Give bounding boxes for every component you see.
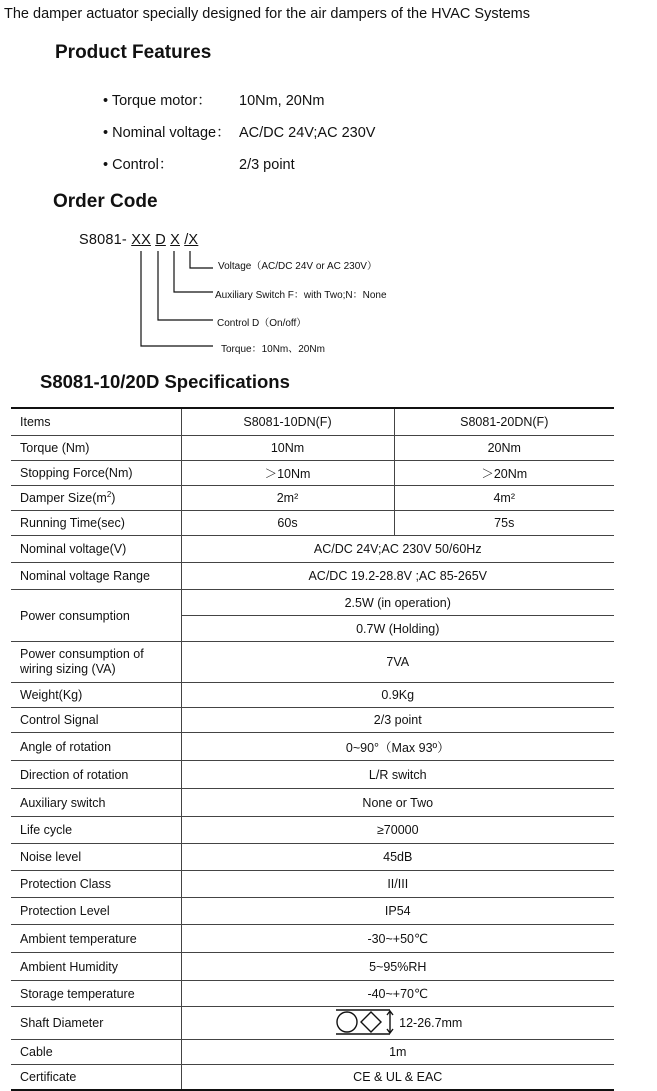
- row-value: -30~+50℃: [181, 925, 614, 953]
- row-value: None or Two: [181, 789, 614, 817]
- row-label-line: Power consumption of: [20, 647, 144, 661]
- row-value-b: 75s: [394, 511, 614, 536]
- row-label: Weight(Kg): [11, 683, 181, 708]
- feature-label: • Nominal voltage：: [103, 125, 231, 141]
- row-label: Ambient temperature: [11, 925, 181, 953]
- table-row: [11, 733, 614, 761]
- table-header-row: [11, 408, 614, 436]
- feature-value: AC/DC 24V;AC 230V: [239, 125, 376, 141]
- shaft-diameter-value: 12-26.7mm: [399, 1015, 463, 1030]
- row-label: Torque (Nm): [11, 436, 181, 461]
- table-row: [11, 898, 614, 925]
- row-value: 0~90°（Max 93º）: [181, 733, 614, 761]
- row-label: Life cycle: [11, 817, 181, 844]
- table-row: [11, 486, 614, 511]
- table-row: [11, 925, 614, 953]
- row-value-b: 4m²: [394, 486, 614, 511]
- table-row: [11, 461, 614, 486]
- table-row: [11, 761, 614, 789]
- header-model-a: S8081-10DN(F): [181, 408, 394, 436]
- legend-torque: Torque：10Nm、20Nm: [221, 344, 325, 355]
- row-value: IP54: [181, 898, 614, 925]
- order-code-control-part: D: [155, 232, 166, 248]
- table-row: [11, 683, 614, 708]
- row-label: Angle of rotation: [11, 733, 181, 761]
- row-value: 2/3 point: [181, 708, 614, 733]
- row-value: -40~+70℃: [181, 981, 614, 1007]
- legend-control: Control D（On/off）: [217, 318, 307, 329]
- feature-value: 10Nm, 20Nm: [239, 93, 325, 109]
- feature-value: 2/3 point: [239, 157, 295, 173]
- row-label: Shaft Diameter: [11, 1007, 181, 1040]
- legend-voltage: Voltage（AC/DC 24V or AC 230V）: [218, 261, 377, 272]
- row-value: II/III: [181, 871, 614, 898]
- row-value: 45dB: [181, 844, 614, 871]
- features-heading: Product Features: [55, 42, 212, 63]
- header-model-b: S8081-20DN(F): [394, 408, 614, 436]
- row-value-a: ＞10Nm: [181, 461, 394, 486]
- table-row: [11, 981, 614, 1007]
- table-row: [11, 1040, 614, 1065]
- row-value: 5~95%RH: [181, 953, 614, 981]
- row-label: Noise level: [11, 844, 181, 871]
- row-label: Nominal voltage Range: [11, 563, 181, 590]
- row-label: Certificate: [11, 1065, 181, 1091]
- table-row: [11, 642, 614, 683]
- order-code-prefix: S8081-: [79, 232, 127, 248]
- order-code-torque-part: XX: [131, 232, 151, 248]
- row-label: Protection Class: [11, 871, 181, 898]
- feature-label: • Control：: [103, 157, 174, 173]
- row-label: Damper $Size(m^2)$: [11, 486, 181, 511]
- row-value-operation: 2.5W (in operation): [181, 590, 614, 616]
- table-row: [11, 1007, 614, 1040]
- spec-table: [11, 407, 614, 1091]
- table-row: [11, 708, 614, 733]
- table-row: [11, 871, 614, 898]
- table-row: [11, 953, 614, 981]
- row-label: Stopping Force(Nm): [11, 461, 181, 486]
- table-row: [11, 563, 614, 590]
- spec-heading: S8081-10/20D Specifications: [40, 371, 290, 392]
- row-label: [11, 642, 181, 683]
- row-value-b: ＞20Nm: [394, 461, 614, 486]
- row-value-a: 60s: [181, 511, 394, 536]
- table-row: [11, 1065, 614, 1091]
- legend-aux-switch: Auxiliary Switch F：with Two;N：None: [215, 290, 387, 301]
- table-row: [11, 511, 614, 536]
- row-value: ≥70000: [181, 817, 614, 844]
- row-value-a: 10Nm: [181, 436, 394, 461]
- table-row: [11, 817, 614, 844]
- order-code-voltage-part: /X: [184, 232, 199, 248]
- row-value: AC/DC 24V;AC 230V 50/60Hz: [181, 536, 614, 563]
- row-value: AC/DC 19.2-28.8V ;AC 85-265V: [181, 563, 614, 590]
- row-label: Direction of rotation: [11, 761, 181, 789]
- row-label: Running Time(sec): [11, 511, 181, 536]
- table-row: [11, 590, 614, 616]
- row-value-b: 20Nm: [394, 436, 614, 461]
- order-code-heading: Order Code: [53, 191, 158, 212]
- row-value: CE & UL & EAC: [181, 1065, 614, 1091]
- row-value: [181, 1007, 614, 1040]
- row-label: Cable: [11, 1040, 181, 1065]
- table-row: [11, 789, 614, 817]
- row-label: Ambient Humidity: [11, 953, 181, 981]
- row-label: Control Signal: [11, 708, 181, 733]
- header-items: Items: [11, 408, 181, 436]
- row-value: L/R switch: [181, 761, 614, 789]
- row-label: Storage temperature: [11, 981, 181, 1007]
- feature-label: • Torque motor：: [103, 93, 212, 109]
- intro-text: The damper actuator specially designed for the air dampers of the HVAC Systems: [4, 6, 531, 22]
- row-label-line: wiring sizing (VA): [20, 662, 116, 676]
- table-row: [11, 436, 614, 461]
- row-label: Power consumption: [11, 590, 181, 642]
- row-label: Auxiliary switch: [11, 789, 181, 817]
- row-value: 7VA: [181, 642, 614, 683]
- row-label: Protection Level: [11, 898, 181, 925]
- row-value: 0.9Kg: [181, 683, 614, 708]
- row-value: 1m: [181, 1040, 614, 1065]
- row-value-holding: 0.7W (Holding): [181, 616, 614, 642]
- order-code-aux-part: X: [170, 232, 180, 248]
- table-row: [11, 536, 614, 563]
- shaft-diameter-icon: [333, 1008, 395, 1039]
- table-row: [11, 844, 614, 871]
- row-value-a: 2m²: [181, 486, 394, 511]
- row-label: Nominal voltage(V): [11, 536, 181, 563]
